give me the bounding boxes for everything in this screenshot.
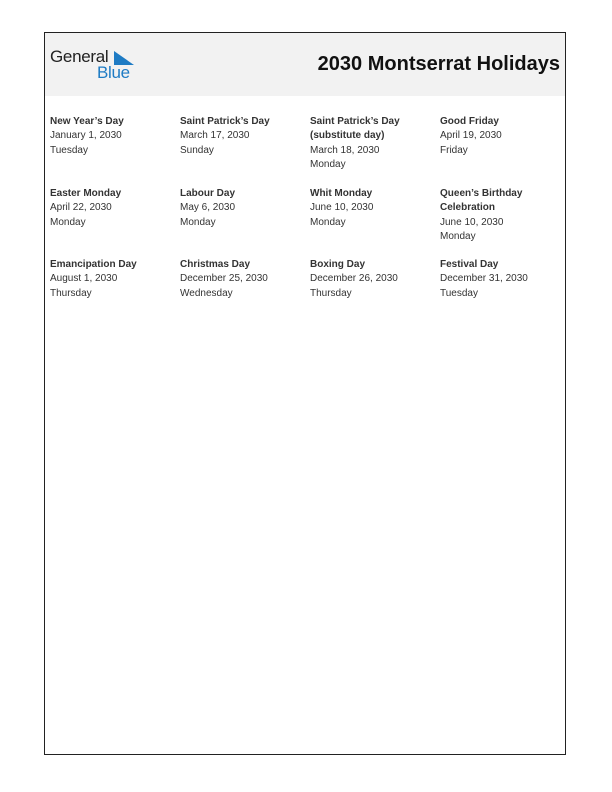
holiday-date: March 18, 2030 <box>310 144 380 156</box>
logo-text-blue: Blue <box>97 63 130 82</box>
holiday-name: Christmas Day <box>180 259 251 270</box>
holiday-name: Good Friday <box>440 116 499 127</box>
holiday-date: December 31, 2030 <box>440 273 528 285</box>
holiday-item <box>50 115 180 187</box>
holiday-weekday: Monday <box>180 216 216 228</box>
holiday-name: Emancipation Day <box>50 259 137 270</box>
holiday-item <box>440 115 570 187</box>
holiday-name: Easter Monday <box>50 188 122 199</box>
holiday-item <box>180 258 310 308</box>
holiday-item <box>440 187 570 258</box>
holiday-name: Whit Monday <box>310 188 373 199</box>
holiday-weekday: Tuesday <box>50 144 88 156</box>
holiday-name: Queen’s Birthday Celebration <box>440 188 523 214</box>
holiday-date: April 22, 2030 <box>50 202 112 214</box>
holiday-date: June 10, 2030 <box>310 202 374 214</box>
holiday-date: January 1, 2030 <box>50 130 122 142</box>
holiday-name: New Year’s Day <box>50 116 124 127</box>
holiday-name: Festival Day <box>440 259 499 270</box>
holiday-weekday: Thursday <box>50 287 92 299</box>
logo-text-general: General <box>50 47 109 66</box>
holiday-name: Boxing Day <box>310 259 366 270</box>
holiday-date: June 10, 2030 <box>440 216 504 228</box>
holiday-weekday: Friday <box>440 144 468 156</box>
header-band <box>45 33 565 96</box>
holiday-date: April 19, 2030 <box>440 130 502 142</box>
holiday-weekday: Monday <box>50 216 86 228</box>
holiday-item <box>310 258 440 308</box>
holiday-item <box>50 258 180 308</box>
holiday-weekday: Monday <box>310 216 346 228</box>
holiday-weekday: Wednesday <box>180 287 233 299</box>
holiday-name: Saint Patrick’s Day (substitute day) <box>310 116 400 142</box>
holiday-weekday: Monday <box>310 158 346 170</box>
holiday-row <box>50 258 570 308</box>
holiday-date: March 17, 2030 <box>180 130 250 142</box>
holiday-grid <box>50 115 570 308</box>
holiday-name: Saint Patrick’s Day <box>180 116 270 127</box>
holiday-item <box>50 187 180 258</box>
holiday-item <box>440 258 570 308</box>
holiday-date: August 1, 2030 <box>50 273 118 285</box>
generalblue-logo[interactable] <box>50 47 140 83</box>
holiday-row <box>50 115 570 187</box>
holiday-row <box>50 187 570 258</box>
holiday-weekday: Thursday <box>310 287 352 299</box>
holiday-name: Labour Day <box>180 188 236 199</box>
page <box>44 32 566 755</box>
holiday-item <box>180 115 310 187</box>
holiday-date: May 6, 2030 <box>180 202 236 214</box>
holiday-item <box>310 115 440 187</box>
holiday-weekday: Tuesday <box>440 287 478 299</box>
page-title: 2030 Montserrat Holidays <box>317 53 560 75</box>
holiday-weekday: Sunday <box>180 144 214 156</box>
holiday-date: December 26, 2030 <box>310 273 398 285</box>
holiday-item <box>310 187 440 258</box>
holiday-weekday: Monday <box>440 230 476 242</box>
holiday-item <box>180 187 310 258</box>
holiday-date: December 25, 2030 <box>180 273 268 285</box>
